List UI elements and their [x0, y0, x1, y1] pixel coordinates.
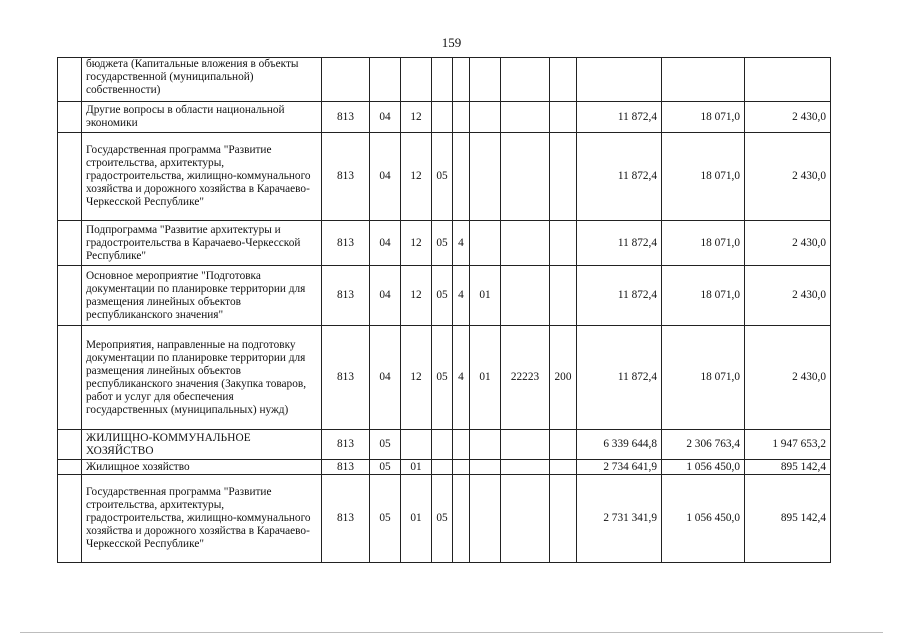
table-row [58, 102, 831, 133]
code-cell: 01 [401, 460, 432, 475]
code-cell [453, 102, 470, 133]
code-cell: 813 [322, 475, 370, 563]
table-row [58, 266, 831, 326]
amount-cell: 18 071,0 [662, 133, 745, 221]
code-cell [550, 430, 577, 460]
code-cell: 04 [370, 102, 401, 133]
code-cell: 813 [322, 221, 370, 266]
amount-cell: 2 430,0 [745, 221, 831, 266]
amount-cell: 1 056 450,0 [662, 475, 745, 563]
blank-cell [58, 430, 82, 460]
code-cell [470, 460, 501, 475]
code-cell [401, 58, 432, 102]
row-name: Государственная программа "Развитие строительства, архитектуры, градостроительства, жилищно-коммунального хозяйства и дорожного хозяйства в Карачаево-Черкесской Республике" [82, 475, 322, 563]
code-cell [453, 475, 470, 563]
code-cell [470, 133, 501, 221]
blank-cell [58, 221, 82, 266]
amount-cell: 11 872,4 [577, 326, 662, 430]
code-cell: 22223 [501, 326, 550, 430]
blank-cell [58, 133, 82, 221]
code-cell [550, 221, 577, 266]
code-cell [501, 221, 550, 266]
amount-cell: 18 071,0 [662, 102, 745, 133]
code-cell: 12 [401, 326, 432, 430]
amount-cell: 1 056 450,0 [662, 460, 745, 475]
row-name: Государственная программа "Развитие строительства, архитектуры, градостроительства, жилищно-коммунального хозяйства и дорожного хозяйства в Карачаево-Черкесской Республике" [82, 133, 322, 221]
code-cell: 05 [370, 460, 401, 475]
amount-cell: 11 872,4 [577, 102, 662, 133]
code-cell: 05 [432, 475, 453, 563]
code-cell [501, 58, 550, 102]
amount-cell: 11 872,4 [577, 221, 662, 266]
code-cell: 05 [432, 266, 453, 326]
code-cell: 813 [322, 430, 370, 460]
code-cell: 12 [401, 221, 432, 266]
code-cell [470, 221, 501, 266]
blank-cell [58, 475, 82, 563]
code-cell: 05 [370, 430, 401, 460]
amount-cell: 6 339 644,8 [577, 430, 662, 460]
code-cell [550, 460, 577, 475]
amount-cell: 18 071,0 [662, 326, 745, 430]
code-cell: 05 [432, 326, 453, 430]
code-cell [550, 133, 577, 221]
code-cell [370, 58, 401, 102]
amount-cell [662, 58, 745, 102]
code-cell: 4 [453, 326, 470, 430]
code-cell [453, 460, 470, 475]
amount-cell: 2 430,0 [745, 133, 831, 221]
code-cell [501, 475, 550, 563]
code-cell [453, 430, 470, 460]
row-name: Другие вопросы в области национальной экономики [82, 102, 322, 133]
page-number: 159 [441, 35, 462, 50]
code-cell [550, 58, 577, 102]
blank-cell [58, 58, 82, 102]
code-cell: 05 [432, 221, 453, 266]
amount-cell: 2 731 341,9 [577, 475, 662, 563]
table-row [58, 133, 831, 221]
blank-cell [58, 102, 82, 133]
code-cell [501, 430, 550, 460]
table-row [58, 475, 831, 563]
code-cell: 05 [432, 133, 453, 221]
code-cell: 01 [401, 475, 432, 563]
code-cell [432, 430, 453, 460]
amount-cell: 18 071,0 [662, 266, 745, 326]
budget-table [57, 57, 831, 563]
code-cell [453, 58, 470, 102]
code-cell: 04 [370, 221, 401, 266]
row-name: Подпрограмма "Развитие архитектуры и градостроительства в Карачаево-Черкесской Республике" [82, 221, 322, 266]
row-name: ЖИЛИЩНО-КОММУНАЛЬНОЕ ХОЗЯЙСТВО [82, 430, 322, 460]
code-cell [401, 430, 432, 460]
code-cell: 01 [470, 266, 501, 326]
blank-cell [58, 326, 82, 430]
code-cell [550, 102, 577, 133]
row-name: Мероприятия, направленные на подготовку документации по планировке территории для размещения линейных объектов республиканского значения (Закупка товаров, работ и услуг для обеспечения государственных (муниципальных) нужд) [82, 326, 322, 430]
code-cell [432, 58, 453, 102]
code-cell [501, 133, 550, 221]
table-row [58, 460, 831, 475]
code-cell [501, 266, 550, 326]
code-cell: 813 [322, 326, 370, 430]
code-cell: 200 [550, 326, 577, 430]
code-cell [470, 430, 501, 460]
row-name: Жилищное хозяйство [82, 460, 322, 475]
amount-cell: 895 142,4 [745, 460, 831, 475]
amount-cell: 895 142,4 [745, 475, 831, 563]
amount-cell: 2 430,0 [745, 266, 831, 326]
code-cell [501, 102, 550, 133]
code-cell: 12 [401, 266, 432, 326]
amount-cell: 2 430,0 [745, 102, 831, 133]
code-cell [550, 266, 577, 326]
code-cell: 04 [370, 133, 401, 221]
code-cell: 813 [322, 460, 370, 475]
code-cell [432, 460, 453, 475]
code-cell: 4 [453, 266, 470, 326]
code-cell: 05 [370, 475, 401, 563]
code-cell [432, 102, 453, 133]
code-cell [470, 102, 501, 133]
amount-cell: 11 872,4 [577, 133, 662, 221]
amount-cell: 18 071,0 [662, 221, 745, 266]
row-name: Основное мероприятие "Подготовка документации по планировке территории для размещения линейных объектов республиканского значения" [82, 266, 322, 326]
amount-cell: 2 430,0 [745, 326, 831, 430]
amount-cell: 1 947 653,2 [745, 430, 831, 460]
amount-cell: 11 872,4 [577, 266, 662, 326]
amount-cell: 2 306 763,4 [662, 430, 745, 460]
code-cell: 4 [453, 221, 470, 266]
table-row [58, 430, 831, 460]
code-cell: 813 [322, 266, 370, 326]
code-cell [470, 58, 501, 102]
amount-cell [745, 58, 831, 102]
code-cell: 12 [401, 102, 432, 133]
code-cell [550, 475, 577, 563]
code-cell: 04 [370, 326, 401, 430]
table-row [58, 58, 831, 102]
amount-cell: 2 734 641,9 [577, 460, 662, 475]
blank-cell [58, 460, 82, 475]
code-cell: 01 [470, 326, 501, 430]
code-cell: 04 [370, 266, 401, 326]
blank-cell [58, 266, 82, 326]
code-cell: 12 [401, 133, 432, 221]
code-cell [453, 133, 470, 221]
code-cell [501, 460, 550, 475]
amount-cell [577, 58, 662, 102]
table-row [58, 221, 831, 266]
code-cell: 813 [322, 102, 370, 133]
code-cell [322, 58, 370, 102]
code-cell [470, 475, 501, 563]
table-row [58, 326, 831, 430]
row-name: бюджета (Капитальные вложения в объекты государственной (муниципальной) собственности) [82, 58, 322, 102]
code-cell: 813 [322, 133, 370, 221]
scan-edge-line [20, 632, 883, 633]
